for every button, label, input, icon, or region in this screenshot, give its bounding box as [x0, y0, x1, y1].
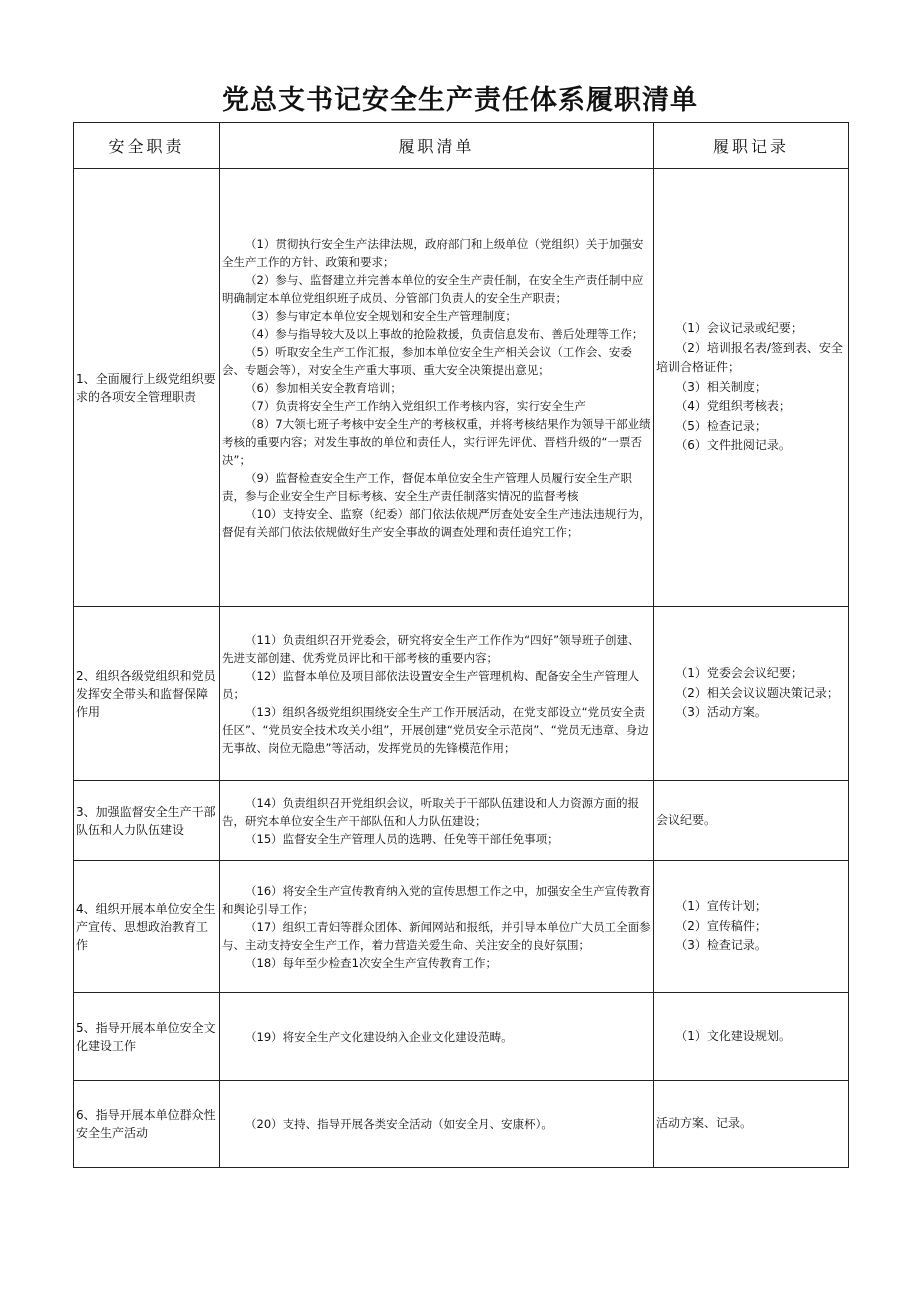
list-cell [220, 607, 654, 781]
list-item: （2）参与、监督建立并完善本单位的安全生产责任制，在安全生产责任制中应明确制定本单位党组织班子成员、分管部门负责人的安全生产职责； [222, 272, 644, 305]
duty-cell: 5、指导开展本单位安全文化建设工作 [74, 993, 220, 1081]
record-item: （1）党委会会议纪要； [675, 666, 803, 681]
table-row [74, 169, 849, 607]
record-cell [654, 607, 849, 781]
header-list: 履职清单 [220, 123, 654, 169]
record-cell [654, 861, 849, 993]
header-row [74, 123, 849, 169]
list-item: （9）监督检查安全生产工作，督促本单位安全生产管理人员履行安全生产职责，参与企业安全生产目标考核、安全生产责任制落实情况的监督考核 [222, 470, 632, 503]
list-item: （12）监督本单位及项目部依法设置安全生产管理机构、配备安全生产管理人员； [222, 668, 640, 701]
duty-table [73, 122, 849, 1168]
table-row [74, 993, 849, 1081]
record-item: 活动方案、记录。 [656, 1116, 753, 1131]
list-item: （6）参加相关安全教育培训； [245, 380, 402, 395]
list-item: （19）将安全生产文化建设纳入企业文化建设范畴。 [245, 1029, 513, 1044]
record-item: （2）培训报名表/签到表、安全培训合格证件； [656, 340, 843, 375]
list-item: （5）听取安全生产工作汇报，参加本单位安全生产相关会议（工作会、安委会、专题会等），对安全生产重大事项、重大安全决策提出意见； [222, 344, 632, 377]
record-item: （1）宣传计划； [675, 899, 767, 914]
list-cell [220, 1081, 654, 1168]
record-item: （3）活动方案。 [675, 705, 767, 720]
record-item: 会议纪要。 [656, 812, 717, 827]
record-item: （5）检查记录； [675, 418, 767, 433]
list-item: （13）组织各级党组织围绕安全生产工作开展活动，在党支部设立“党员安全责任区”、“党员安全技术攻关小组”，开展创建“党员安全示范岗”、“党员无违章、身边无事故、岗位无隐患”等活动，发挥党员的先锋模范作用； [222, 704, 649, 755]
duty-cell: 1、全面履行上级党组织要求的各项安全管理职责 [74, 169, 220, 607]
record-item: （3）相关制度； [675, 379, 767, 394]
page-title: 党总支书记安全生产责任体系履职清单 [222, 85, 698, 116]
list-item: （8）7大领七班子考核中安全生产的考核权重，并将考核结果作为领导干部业绩考核的重要内容；对发生事故的单位和责任人，实行评先评优、晋档升级的“一票否决”； [222, 416, 651, 467]
list-cell [220, 861, 654, 993]
list-cell [220, 993, 654, 1081]
list-item: （14）负责组织召开党组织会议，听取关于干部队伍建设和人力资源方面的报告，研究本单位安全生产干部队伍和人力队伍建设； [222, 795, 640, 828]
list-item: （4）参与指导较大及以上事故的抢险救援，负责信息发布、善后处理等工作； [245, 326, 644, 341]
list-item: （11）负责组织召开党委会，研究将安全生产工作作为“四好”领导班子创建、先进支部创建、优秀党员评比和干部考核的重要内容； [222, 632, 640, 665]
duty-cell: 3、加强监督安全生产干部队伍和人力队伍建设 [74, 781, 220, 861]
header-duty: 安全职责 [74, 123, 220, 169]
duty-cell: 4、组织开展本单位安全生产宣传、思想政治教育工作 [74, 861, 220, 993]
record-cell [654, 1081, 849, 1168]
list-item: （20）支持、指导开展各类安全活动（如安全月、安康杯）。 [245, 1117, 553, 1131]
list-item: （3）参与审定本单位安全规划和安全生产管理制度； [245, 308, 517, 323]
record-item: （1）会议记录或纪要； [675, 321, 803, 336]
table-row [74, 861, 849, 993]
table-row [74, 781, 849, 861]
record-cell [654, 993, 849, 1081]
header-record: 履职记录 [654, 123, 849, 169]
list-item: （16）将安全生产宣传教育纳入党的宣传思想工作之中，加强安全生产宣传教育和舆论引导工作； [222, 883, 651, 916]
record-item: （2）相关会议议题决策记录； [675, 685, 839, 700]
table-row [74, 607, 849, 781]
duty-cell: 2、组织各级党组织和党员发挥安全带头和监督保障作用 [74, 607, 220, 781]
duty-cell: 6、指导开展本单位群众性安全生产活动 [74, 1081, 220, 1168]
list-item: （17）组织工青妇等群众团体、新闻网站和报纸，并引导本单位广大员工全面参与、主动支持安全生产工作，着力营造关爱生命、关注安全的良好氛围； [222, 919, 651, 952]
list-item: （10）支持安全、监察（纪委）部门依法依规严厉查处安全生产违法违规行为，督促有关部门依法依规做好生产安全事故的调查处理和责任追究工作； [222, 506, 651, 539]
record-item: （4）党组织考核表； [675, 399, 791, 414]
list-cell [220, 781, 654, 861]
record-item: （3）检查记录。 [675, 938, 767, 953]
list-cell [220, 169, 654, 607]
record-item: （2）宣传稿件； [675, 918, 767, 933]
record-item: （6）文件批阅记录。 [675, 438, 791, 453]
table-row [74, 1081, 849, 1168]
list-item: （15）监督安全生产管理人员的选聘、任免等干部任免事项； [245, 831, 559, 846]
record-item: （1）文化建设规划。 [675, 1028, 791, 1043]
list-item: （7）负责将安全生产工作纳入党组织工作考核内容，实行安全生产 [245, 398, 586, 413]
list-item: （1）贯彻执行安全生产法律法规，政府部门和上级单位（党组织）关于加强安全生产工作的方针、政策和要求； [222, 236, 644, 269]
list-item: （18）每年至少检查1次安全生产宣传教育工作； [245, 955, 497, 970]
record-cell [654, 169, 849, 607]
record-cell [654, 781, 849, 861]
